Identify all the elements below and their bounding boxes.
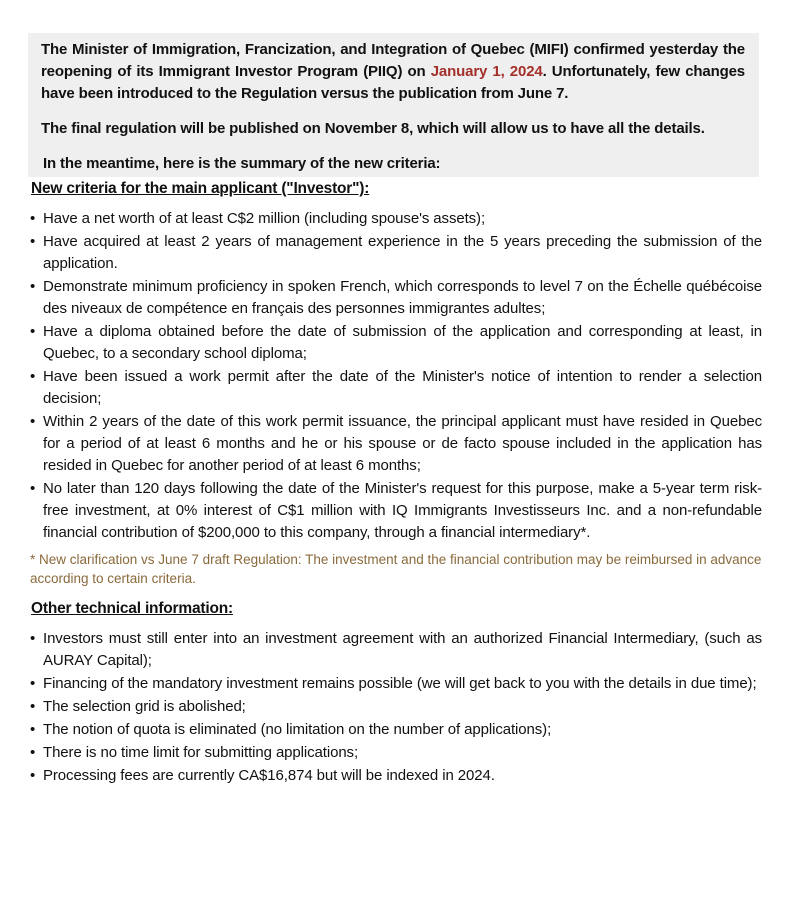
bullet-icon: • (30, 278, 36, 295)
list-item-text: Have been issued a work permit after the date of the Minister's notice of intention to render a selection decision; (43, 368, 762, 407)
technical-heading: Other technical information: (31, 600, 233, 617)
bullet-icon: • (30, 413, 36, 430)
list-item (30, 231, 762, 275)
bullet-icon: • (30, 767, 36, 784)
list-item-text: Have a diploma obtained before the date of submission of the application and corresponding at least, in Quebec, to a secondary school diploma; (43, 323, 762, 362)
criteria-heading: New criteria for the main applicant ("Investor"): (31, 180, 370, 197)
list-item (30, 321, 762, 365)
bullet-icon: • (30, 368, 36, 385)
bullet-icon: • (30, 233, 36, 250)
list-item (30, 628, 762, 672)
list-item (30, 742, 762, 764)
list-item-text: There is no time limit for submitting applications; (43, 744, 359, 761)
list-item (30, 719, 762, 741)
list-item (30, 208, 762, 230)
intro-box (28, 33, 759, 177)
bullet-icon: • (30, 323, 36, 340)
bullet-icon: • (30, 721, 36, 738)
intro-paragraph-3: In the meantime, here is the summary of the new criteria: (43, 155, 441, 172)
bullet-icon: • (30, 698, 36, 715)
list-item-text: Demonstrate minimum proficiency in spoken French, which corresponds to level 7 on the Échelle québécoise des niveaux de compétence en français des personnes immigrantes adultes; (43, 278, 762, 317)
list-item (30, 478, 762, 544)
list-item-text: The selection grid is abolished; (43, 698, 246, 715)
list-item (30, 366, 762, 410)
list-item (30, 696, 762, 718)
list-item-text: Financing of the mandatory investment remains possible (we will get back to you with the details in due time); (43, 675, 757, 692)
clarification-note: * New clarification vs June 7 draft Regulation: The investment and the financial contribution may be reimbursed in advance according to certain criteria. (30, 552, 762, 586)
list-item-text: Have a net worth of at least C$2 million (including spouse's assets); (43, 210, 486, 227)
intro-paragraph-1 (41, 39, 745, 105)
intro-text: The Minister of Immigration, Francization, and Integration of Quebec (MIFI) confirmed yesterday the reopening of its Immigrant Investor Program (PIIQ) on (41, 41, 745, 80)
bullet-icon: • (30, 630, 36, 647)
list-item (30, 411, 762, 477)
list-item-text: Processing fees are currently CA$16,874 but will be indexed in 2024. (43, 767, 495, 784)
intro-text: . Unfortunately, few changes have been introduced to the Regulation versus the publication from June 7. (41, 63, 746, 102)
criteria-list (0, 208, 762, 544)
bullet-icon: • (30, 675, 36, 692)
list-item (30, 765, 762, 787)
list-item-text: The notion of quota is eliminated (no limitation on the number of applications); (43, 721, 552, 738)
list-item (30, 276, 762, 320)
list-item-text: No later than 120 days following the date of the Minister's request for this purpose, make a 5-year term risk-free investment, at 0% interest of C$1 million with IQ Immigrants Investisseurs Inc. and a non-refundable financial contribution of $200,000 to this company, through a financial intermediary*. (43, 480, 762, 541)
list-item-text: Investors must still enter into an investment agreement with an authorized Financial Intermediary, (such as AURAY Capital); (43, 630, 762, 669)
opening-date: January 1, 2024 (430, 63, 543, 80)
list-item-text: Have acquired at least 2 years of management experience in the 5 years preceding the submission of the application. (43, 233, 762, 272)
bullet-icon: • (30, 480, 36, 497)
technical-list (0, 628, 762, 787)
list-item-text: Within 2 years of the date of this work permit issuance, the principal applicant must have resided in Quebec for a period of at least 6 months and he or his spouse or de facto spouse included in the application has resided in Quebec for another period of at least 6 months; (43, 413, 762, 474)
list-item (30, 673, 762, 695)
bullet-icon: • (30, 744, 36, 761)
bullet-icon: • (30, 210, 36, 227)
intro-paragraph-2: The final regulation will be published on November 8, which will allow us to have all the details. (41, 120, 705, 137)
